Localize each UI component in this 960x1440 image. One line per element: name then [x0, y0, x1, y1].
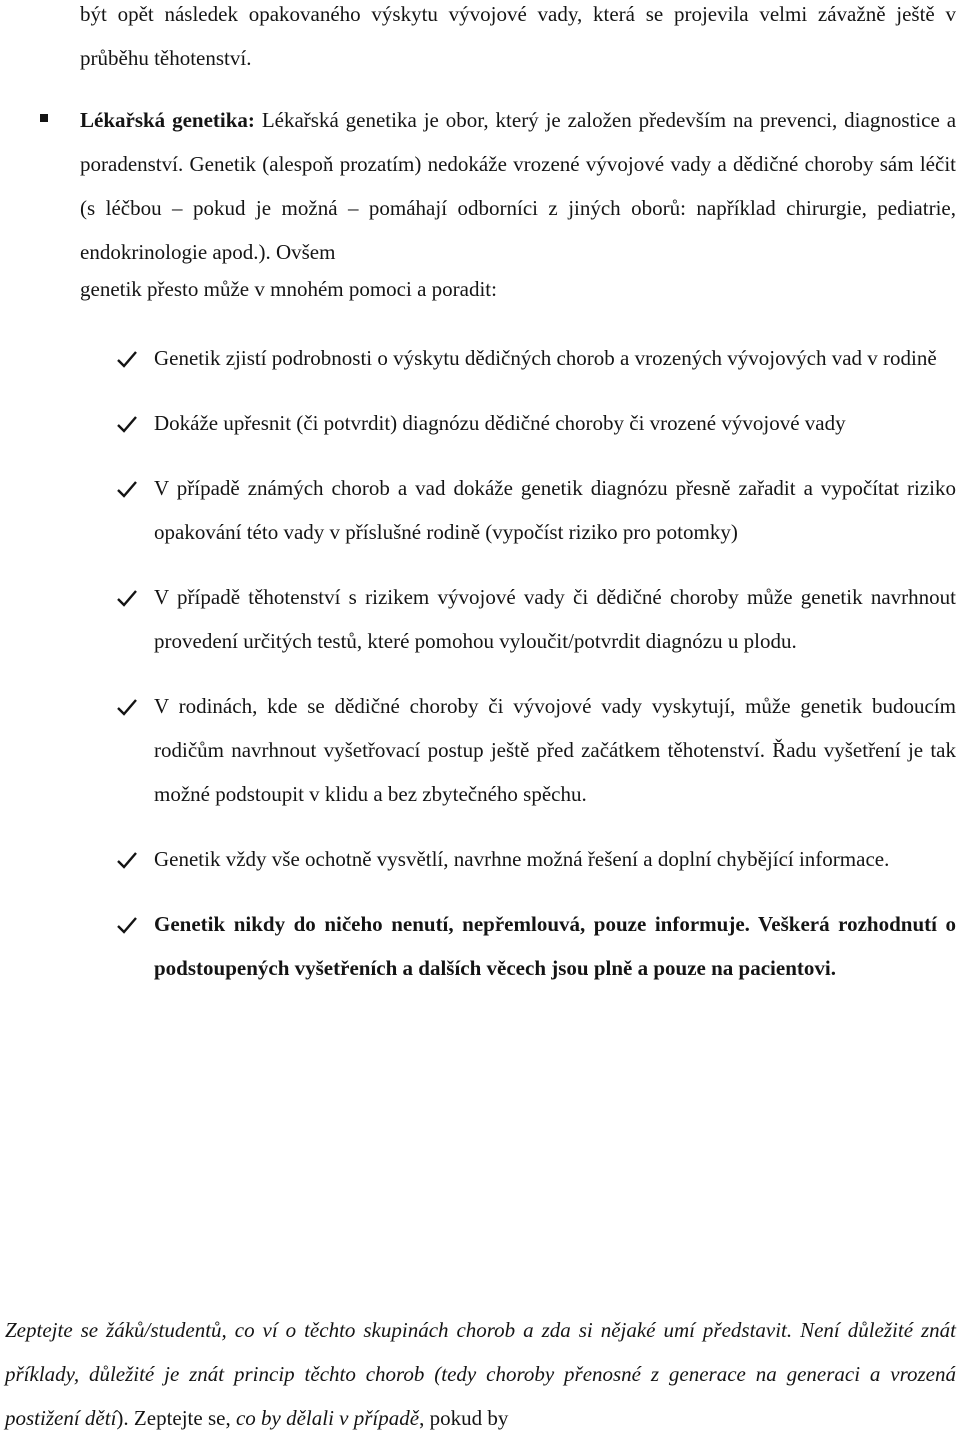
genetics-term: Lékařská genetika:: [80, 108, 255, 132]
closing-normal-2: , pokud by: [419, 1406, 509, 1430]
paragraph-continuation: být opět následek opakovaného výskytu vývojové vady, která se projevila velmi závažně ještě v průběhu těhotenství.: [80, 2, 956, 70]
checklist-bold-text: Genetik nikdy do ničeho nenutí, nepřemlouvá, pouze informuje. Veškerá rozhodnutí o podstoupených vyšetřeních a dalších věcech jsou plně a pouze na pacientovi.: [154, 912, 956, 980]
checklist-item: [116, 575, 956, 663]
checklist-item-bold: [116, 902, 956, 990]
checklist-item-text: V rodinách, kde se dědičné choroby či vývojové vady vyskytují, může genetik budoucím rodičům navrhnout vyšetřovací postup ještě před začátkem těhotenství. Řadu vyšetření je tak možné podstoupit v klidu a bez zbytečného spěchu.: [154, 694, 956, 806]
checklist-item-text: Genetik vždy vše ochotně vysvětlí, navrhne možná řešení a doplní chybějící informace.: [154, 847, 890, 871]
genetics-bullet-text: [80, 98, 956, 274]
checklist-item: [116, 336, 956, 380]
checklist: [116, 336, 956, 1011]
check-mark-icon: [116, 698, 138, 716]
checklist-item: [116, 466, 956, 554]
checklist-item-text: Dokáže upřesnit (či potvrdit) diagnózu dědičné choroby či vrozené vývojové vady: [154, 411, 846, 435]
checklist-item: [116, 837, 956, 881]
check-mark-icon: [116, 916, 138, 934]
checklist-item-text: V případě známých chorob a vad dokáže genetik diagnózu přesně zařadit a vypočítat riziko opakování této vady v příslušné rodině (vypočíst riziko pro potomky): [154, 476, 956, 544]
checklist-item-text: V případě těhotenství s rizikem vývojové vady či dědičné choroby může genetik navrhnout provedení určitých testů, které pomohou vyloučit/potvrdit diagnózu u plodu.: [154, 585, 956, 653]
check-mark-icon: [116, 350, 138, 368]
checklist-item-text: [154, 902, 956, 990]
check-mark-icon: [116, 851, 138, 869]
genetics-bullet: [80, 98, 956, 274]
square-bullet-icon: [40, 114, 48, 122]
check-mark-icon: [116, 415, 138, 433]
checklist-item: [116, 684, 956, 816]
closing-italic-2: co by dělali v případě: [235, 1406, 420, 1430]
closing-paragraph: [5, 1308, 956, 1440]
check-mark-icon: [116, 589, 138, 607]
closing-italic-1: Zeptejte se žáků/studentů, co ví o těchto skupinách chorob a zda si nějaké umí představit. Není důležité znát příklady, důležité je znát princip těchto chorob (tedy choroby přenosné z generace na generaci a vrozená postižení dětí: [5, 1318, 956, 1430]
checklist-item: [116, 401, 956, 445]
genetics-body: Lékařská genetika je obor, který je založen především na prevenci, diagnostice a poradenství. Genetik (alespoň prozatím) nedokáže vrozené vývojové vady a dědičné choroby sám léčit (s léčbou – pokud je možná – pomáhají odborníci z jiných oborů: například chirurgie, pediatrie, endokrinologie apod.). Ovšem: [80, 108, 957, 264]
closing-text: [5, 1308, 956, 1440]
check-mark-icon: [116, 480, 138, 498]
checklist-item-text: Genetik zjistí podrobnosti o výskytu dědičných chorob a vrozených vývojových vad v rodině: [154, 346, 937, 370]
closing-normal-1: ). Zeptejte se,: [116, 1406, 236, 1430]
intro-line: genetik přesto může v mnohém pomoci a poradit:: [80, 277, 497, 301]
